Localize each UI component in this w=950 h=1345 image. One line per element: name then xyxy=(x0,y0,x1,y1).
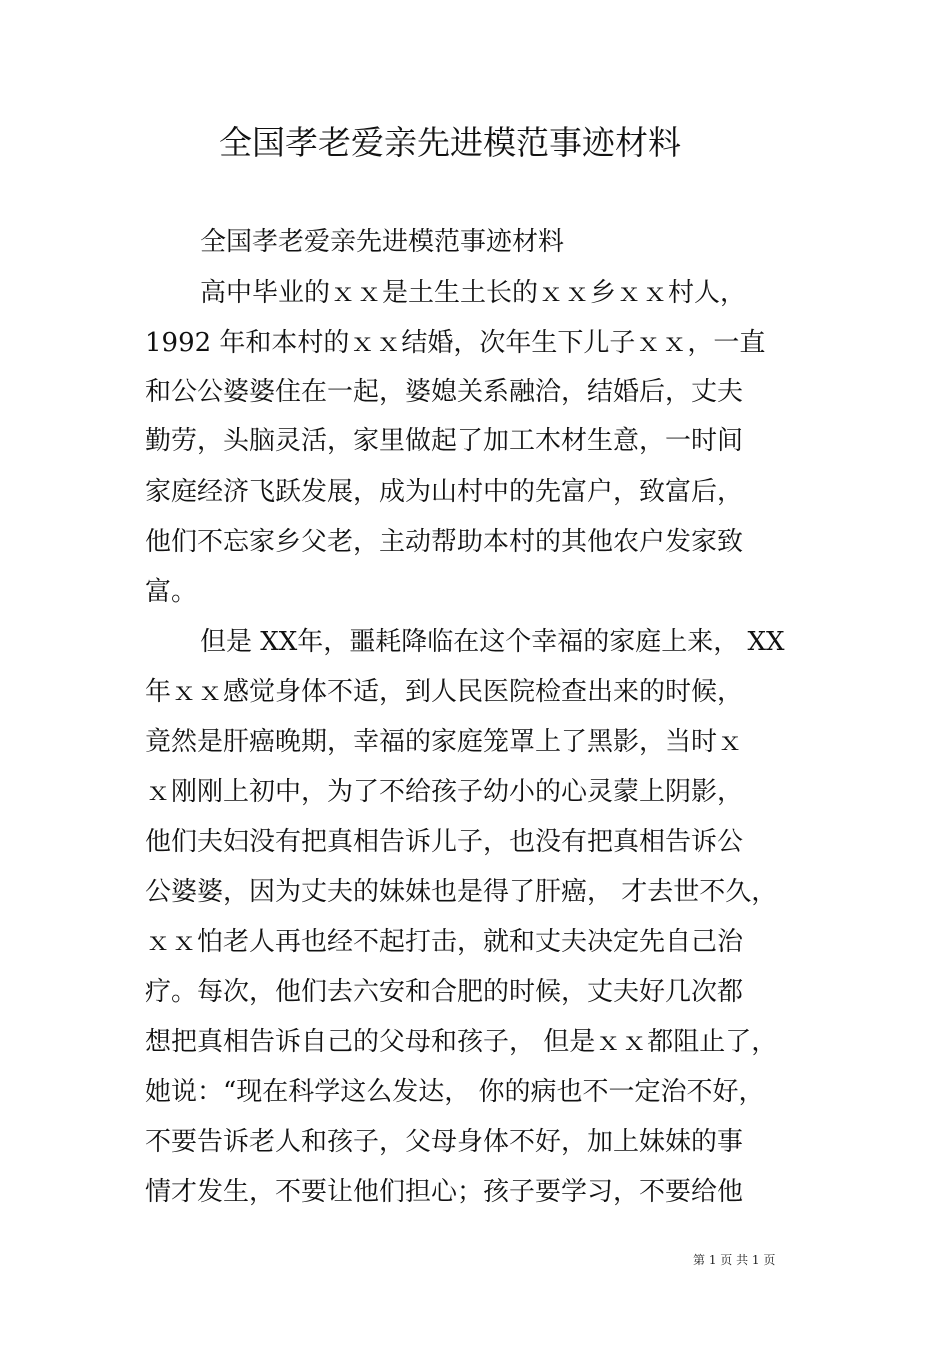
paragraph-line: ｘ刚刚上初中，为了不给孩子幼小的心灵蒙上阴影， xyxy=(145,777,744,807)
paragraph-line: 富。 xyxy=(145,577,198,607)
paragraph-line: 公婆婆，因为丈夫的妹妹也是得了肝癌， 才去世不久， xyxy=(145,877,778,907)
paragraph-line: 和公公婆婆住在一起，婆媳关系融洽，结婚后，丈夫 xyxy=(145,377,744,407)
page-number-footer: 第 1 页 共 1 页 xyxy=(693,1253,776,1267)
document-title: 全国孝老爱亲先进模范事迹材料 xyxy=(219,123,681,162)
paragraph-line: 他们不忘家乡父老，主动帮助本村的其他农户发家致 xyxy=(145,527,744,557)
paragraph-line: 高中毕业的ｘｘ是土生土长的ｘｘ乡ｘｘ村人， xyxy=(200,278,747,308)
paragraph-line: 年ｘｘ感觉身体不适，到人民医院检查出来的时候， xyxy=(145,677,744,707)
paragraph-line: 他们夫妇没有把真相告诉儿子，也没有把真相告诉公 xyxy=(145,827,744,857)
paragraph-line: ｘｘ怕老人再也经不起打击，就和丈夫决定先自己治 xyxy=(145,927,744,957)
paragraph-line: 1992 年和本村的ｘｘ结婚，次年生下儿子ｘｘ，一直 xyxy=(145,328,766,358)
paragraph-line: 但是 XX年，噩耗降临在这个幸福的家庭上来， XX xyxy=(200,627,785,657)
subtitle-line: 全国孝老爱亲先进模范事迹材料 xyxy=(200,227,565,257)
paragraph-line: 勤劳，头脑灵活，家里做起了加工木材生意，一时间 xyxy=(145,426,744,456)
paragraph-line: 竟然是肝癌晚期，幸福的家庭笼罩上了黑影，当时ｘ xyxy=(145,727,744,757)
paragraph-line: 情才发生，不要让他们担心；孩子要学习，不要给他 xyxy=(145,1177,744,1207)
paragraph-line: 她说：“现在科学这么发达， 你的病也不一定治不好， xyxy=(145,1077,765,1107)
paragraph-line: 家庭经济飞跃发展，成为山村中的先富户，致富后， xyxy=(145,477,744,507)
paragraph-line: 疗。每次，他们去六安和合肥的时候，丈夫好几次都 xyxy=(145,977,744,1007)
paragraph-line: 想把真相告诉自己的父母和孩子， 但是ｘｘ都阻止了， xyxy=(145,1027,778,1057)
paragraph-line: 不要告诉老人和孩子，父母身体不好，加上妹妹的事 xyxy=(145,1127,744,1157)
